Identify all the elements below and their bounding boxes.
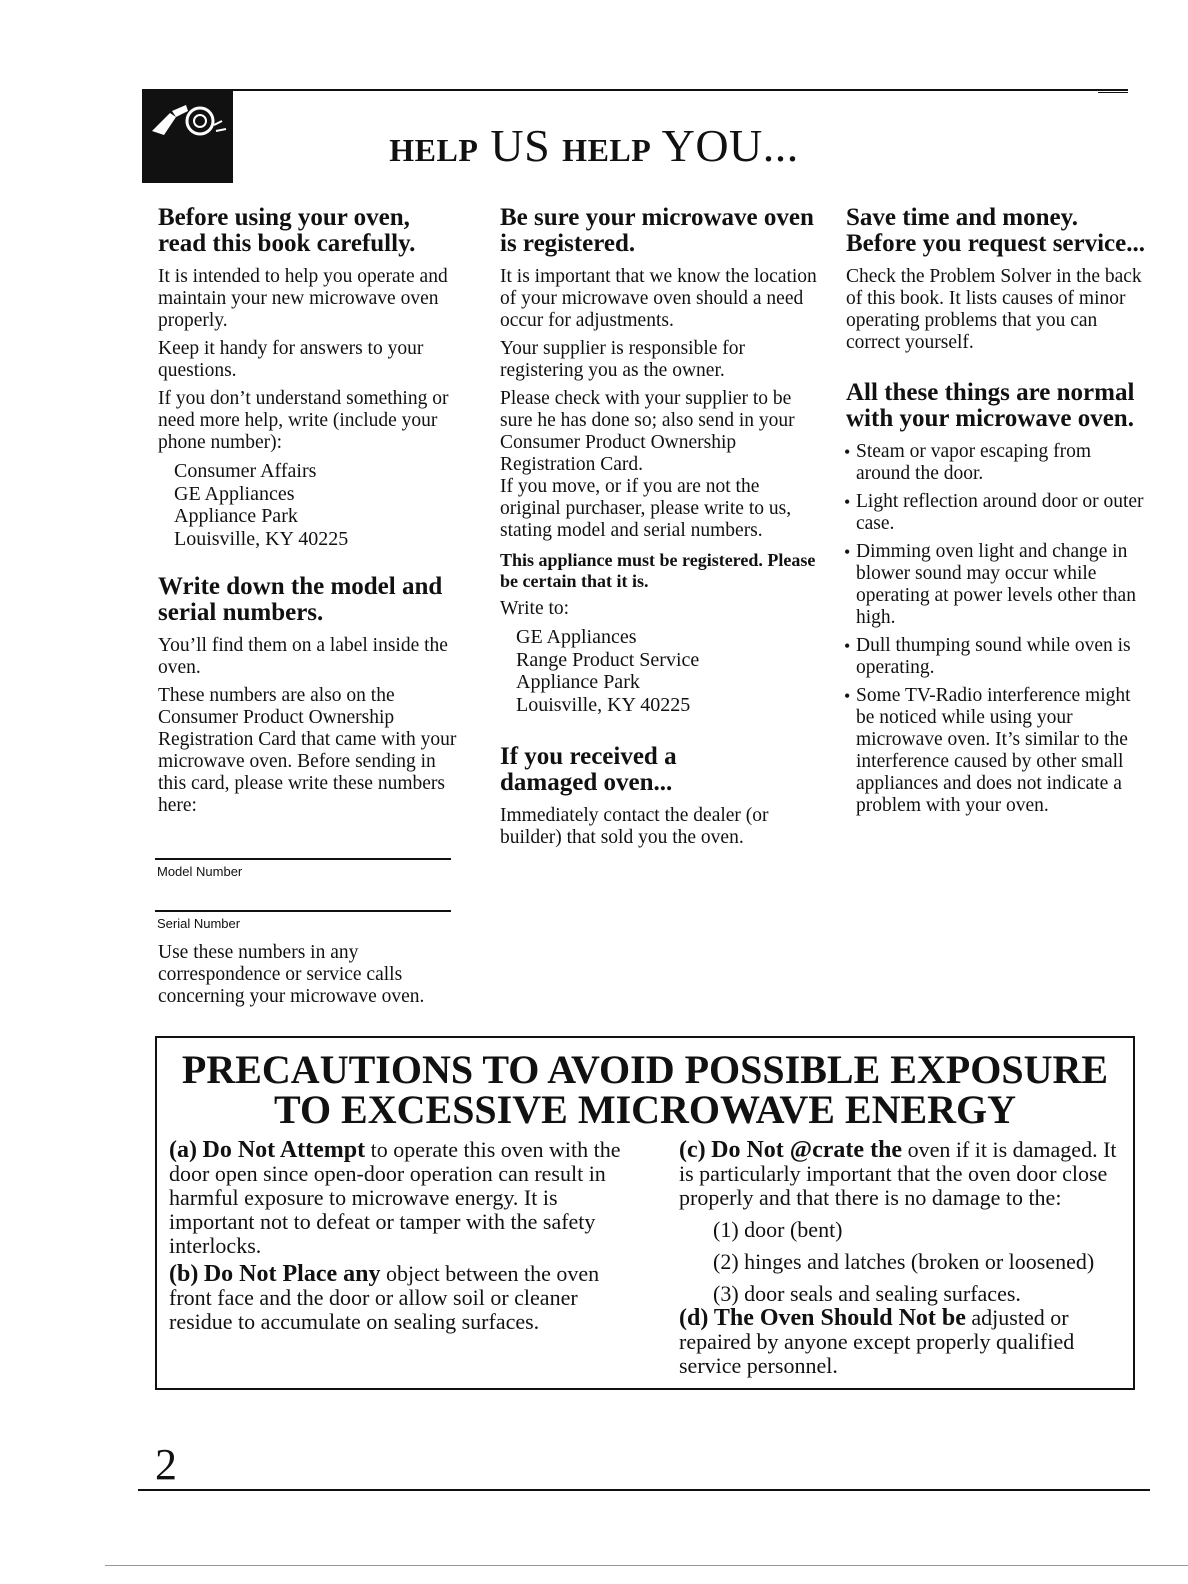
precaution-d bbox=[679, 1306, 1119, 1378]
bottom-rule bbox=[138, 1489, 1150, 1491]
list-item: • Steam or vapor escaping from around the door. bbox=[846, 441, 1146, 485]
list-item: • Dimming oven light and change in blower sound may occur while operating at power levels other than high. bbox=[846, 541, 1146, 629]
list-item: (1) door (bent) bbox=[713, 1217, 843, 1242]
address-range-service bbox=[516, 626, 820, 716]
precaution-b bbox=[169, 1262, 629, 1334]
column-middle bbox=[500, 205, 820, 855]
address-line: GE Appliances bbox=[516, 626, 637, 648]
heading-read-book: Before using your oven, read this book carefully. bbox=[158, 204, 416, 257]
serial-number-line[interactable] bbox=[155, 910, 451, 912]
address-line: Appliance Park bbox=[174, 505, 298, 527]
paragraph: These numbers are also on the Consumer Product Ownership Registration Card that came with your microwave oven. Before sending in this card, please write these numbers here: bbox=[158, 685, 457, 816]
paragraph: Use these numbers in any correspondence or service calls concerning your microwave oven. bbox=[158, 942, 425, 1007]
title-us: US bbox=[490, 120, 551, 171]
title-help-2: HELP bbox=[562, 132, 652, 168]
normal-things-list bbox=[846, 441, 1146, 817]
precautions-title-line-2: TO EXCESSIVE MICROWAVE ENERGY bbox=[273, 1087, 1017, 1132]
address-line: Range Product Service bbox=[516, 648, 700, 671]
precaution-lead: Do Not @crate the bbox=[711, 1137, 903, 1163]
top-rule bbox=[142, 89, 1128, 91]
paragraph: Check the Problem Solver in the back of this book. It lists causes of minor operating problems that you can correct yourself. bbox=[846, 266, 1142, 353]
paragraph: It is important that we know the location of your microwave oven should a need occur for adjustments. bbox=[500, 266, 817, 331]
address-consumer-affairs bbox=[174, 460, 458, 550]
heading-damaged-oven: If you received a damaged oven... bbox=[500, 743, 677, 796]
page-number: 2 bbox=[155, 1440, 177, 1489]
precaution-label: (b) bbox=[169, 1261, 199, 1287]
address-line: Appliance Park bbox=[516, 671, 640, 693]
precaution-text: oven if it is damaged. It is particularly important that the oven door close properly and that there is no damage to the: bbox=[679, 1137, 1117, 1210]
precaution-lead: Do Not Place any bbox=[203, 1261, 381, 1287]
title-help-1: HELP bbox=[389, 132, 479, 168]
precaution-c bbox=[679, 1138, 1119, 1306]
list-item: • Some TV-Radio interference might be noticed while using your microwave oven. It’s similar to the interference caused by other small appliances and does not indicate a problem with your oven. bbox=[846, 685, 1146, 817]
heading-save-time: Save time and money. Before you request service... bbox=[846, 204, 1145, 257]
precautions-box bbox=[155, 1036, 1135, 1390]
heading-normal-things: All these things are normal with your microwave oven. bbox=[846, 379, 1135, 432]
column-right bbox=[846, 205, 1146, 823]
paragraph: If you move, or if you are not the original purchaser, please write to us, stating model and serial numbers. bbox=[500, 476, 792, 541]
address-line: Louisville, KY 40225 bbox=[516, 693, 691, 716]
paragraph: Please check with your supplier to be sure he has done so; also send in your Consumer Product Ownership Registration Card. bbox=[500, 388, 795, 475]
address-line: GE Appliances bbox=[174, 482, 295, 505]
write-to-label: Write to: bbox=[500, 598, 570, 619]
heading-registered: Be sure your microwave oven is registered. bbox=[500, 204, 814, 257]
registration-note: This appliance must be registered. Please be certain that it is. bbox=[500, 550, 816, 591]
list-item: (2) hinges and latches (broken or loosened) bbox=[713, 1249, 1095, 1274]
precaution-text: object between the oven front face and the door or allow soil or cleaner residue to accumulate on sealing surfaces. bbox=[169, 1261, 600, 1334]
serial-number-label: Serial Number bbox=[157, 916, 241, 931]
model-number-line[interactable] bbox=[155, 858, 451, 860]
bottom-edge-rule bbox=[105, 1565, 1188, 1566]
precaution-text: to operate this oven with the door open since open-door operation can result in harmful exposure to microwave energy. It is important not to defeat or tamper with the safety interlocks. bbox=[169, 1137, 621, 1258]
precaution-lead: Do Not Attempt bbox=[202, 1137, 366, 1163]
address-line: Consumer Affairs bbox=[174, 460, 317, 482]
precaution-a bbox=[169, 1138, 629, 1258]
top-rule-right bbox=[1098, 92, 1128, 93]
paragraph: Immediately contact the dealer (or builder) that sold you the oven. bbox=[500, 805, 769, 848]
list-item: (3) door seals and sealing surfaces. bbox=[713, 1281, 1021, 1306]
paragraph: Keep it handy for answers to your questions. bbox=[158, 338, 424, 381]
column-left bbox=[158, 205, 458, 823]
precautions-title-line-1: PRECAUTIONS TO AVOID POSSIBLE EXPOSURE bbox=[181, 1047, 1109, 1092]
list-item: • Light reflection around door or outer case. bbox=[846, 491, 1146, 535]
heading-model-serial: Write down the model and serial numbers. bbox=[158, 573, 443, 626]
address-line: Louisville, KY 40225 bbox=[174, 527, 349, 550]
list-item: • Dull thumping sound while oven is operating. bbox=[846, 635, 1146, 679]
precaution-label: (c) bbox=[679, 1137, 706, 1163]
precaution-label: (a) bbox=[169, 1137, 197, 1163]
title-you: YOU... bbox=[661, 120, 799, 171]
page-title bbox=[0, 120, 1188, 171]
paragraph: It is intended to help you operate and maintain your new microwave oven properly. bbox=[158, 266, 448, 331]
precaution-lead: The Oven Should Not be bbox=[713, 1305, 966, 1331]
model-number-label: Model Number bbox=[157, 864, 243, 879]
precaution-text: adjusted or repaired by anyone except properly qualified service personnel. bbox=[679, 1305, 1075, 1378]
precaution-label: (d) bbox=[679, 1305, 709, 1331]
paragraph: You’ll find them on a label inside the oven. bbox=[158, 635, 448, 678]
paragraph: If you don’t understand something or need more help, write (include your phone number): bbox=[158, 388, 449, 453]
paragraph: Your supplier is responsible for registering you as the owner. bbox=[500, 338, 746, 381]
